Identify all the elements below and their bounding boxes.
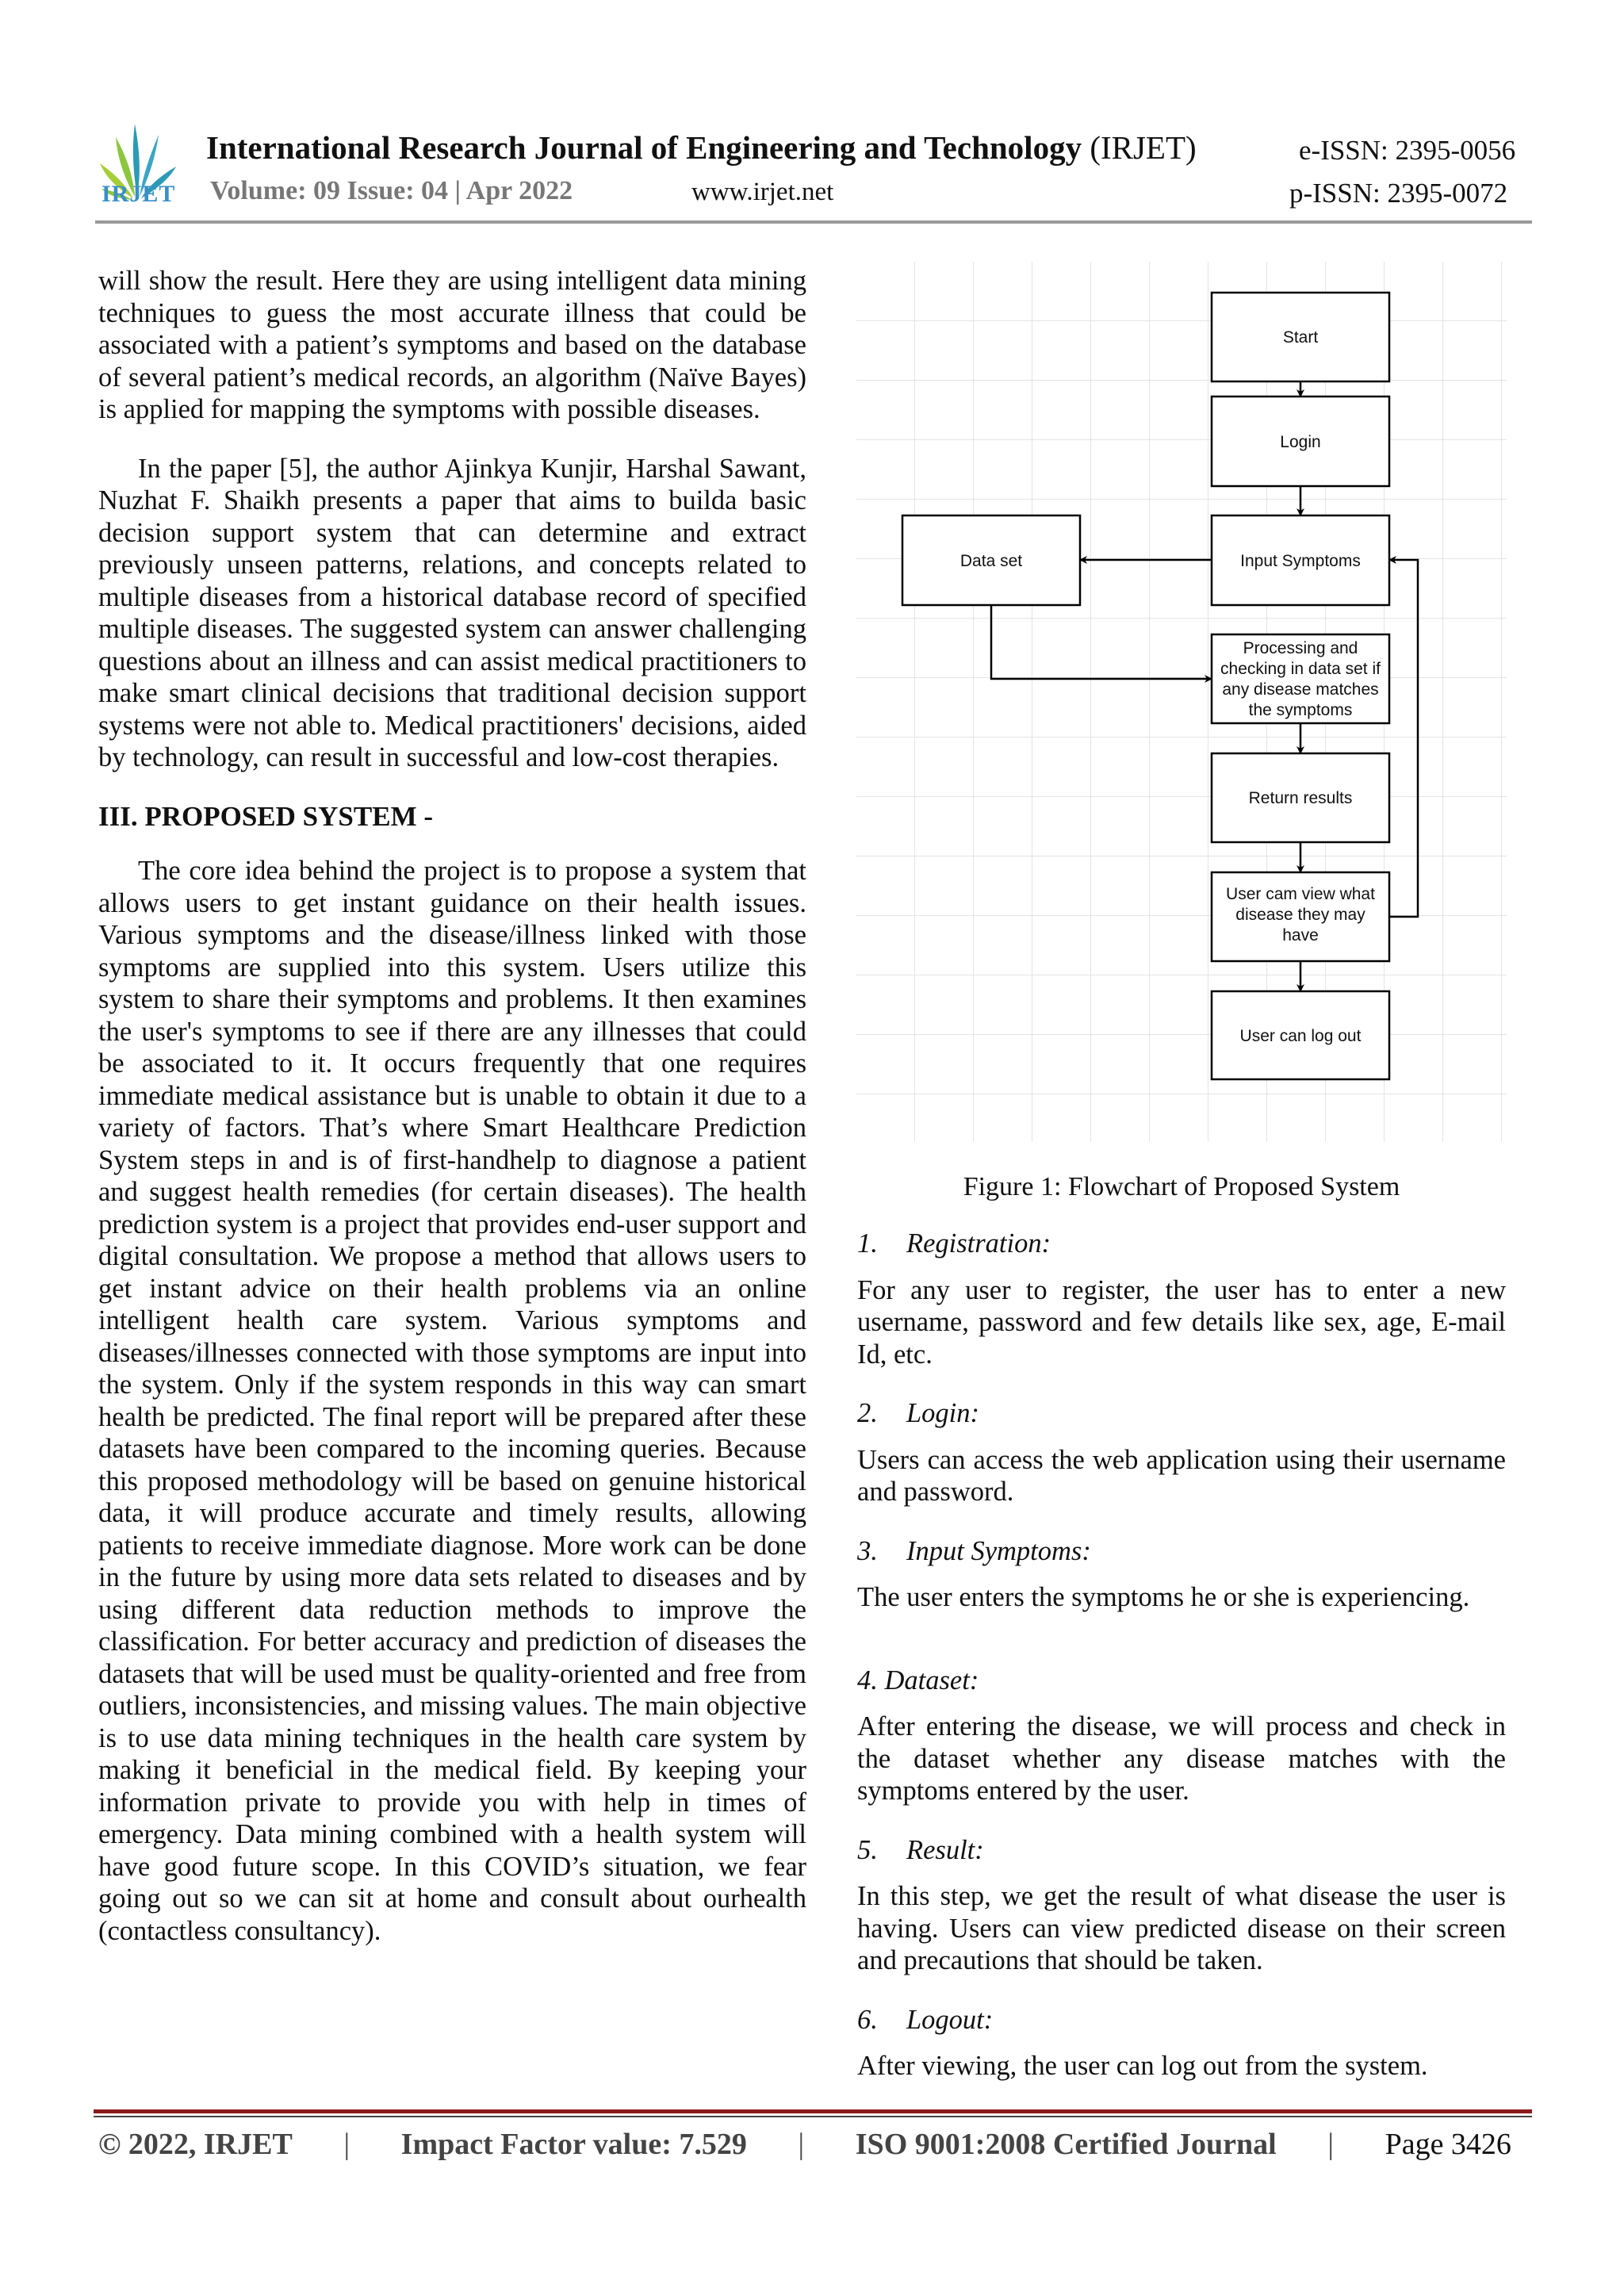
paragraph: The core idea behind the project is to propose a system that allows users to get instant guidance on their health issues. Various symptoms and the disease/illness linked with those symptoms are supplied into this system. Users utilize this system to share their symptoms and problems. It then examines the user's symptoms to see if there are any illnesses that could be associated to it. It occurs frequently that one requires immediate medical assistance but is unable to obtain it due to a variety of factors. That’s where Smart Healthcare Prediction System steps in and is of first-handhelp to diagnose a patient and suggest health remedies (for certain diseases). The health prediction system is a project that provides end-user support and digital consultation. We propose a method that allows users to get instant advice on their health problems via an online intelligent health care system. Various symptoms and diseases/illnesses connected with those symptoms are input into the system. Only if the system responds in this way can smart health be predicted. The final report will be prepared after these datasets have been compared to the incoming queries. Because this proposed methodology will be based on genuine historical data, it will produce accurate and timely results, allowing patients to receive immediate diagnose. More work can be done in the future by using more data sets related to diseases and by using different data reduction methods to improve the classification. For better accuracy and prediction of diseases the datasets that will be used must be quality-oriented and free from outliers, inconsistencies, and missing values. The main objective is to use data mining techniques in the health care system by making it beneficial in the medical field. By keeping your information private to provide you with help in times of emergency. Data mining combined with a health system will have good future scope. In this COVID’s situation, we fear going out so we can sit at home and consult about ourhealth (contactless consultancy). xyxy=(98,856,806,1946)
item-number: 5. xyxy=(857,1834,878,1865)
logo-text: IRJET xyxy=(102,181,176,207)
header-divider xyxy=(95,220,1532,224)
item-title: Result: xyxy=(906,1834,984,1865)
impact-factor: Impact Factor value: 7.529 xyxy=(400,2128,747,2161)
item-title: Registration: xyxy=(906,1228,1051,1259)
list-item-heading xyxy=(857,1665,1506,1697)
node-label: checking in data set if xyxy=(1220,660,1381,678)
list-item-text: After viewing, the user can log out from the system. xyxy=(857,2051,1428,2081)
item-number: 4. xyxy=(857,1665,878,1695)
journal-name: International Research Journal of Engineering and Technology xyxy=(206,129,1082,166)
node-label: the symptoms xyxy=(1248,701,1353,719)
node-label: User cam view what xyxy=(1226,885,1375,903)
item-number: 3. xyxy=(857,1535,878,1566)
pissn: p-ISSN: 2395-0072 xyxy=(1289,178,1508,209)
node-label: Start xyxy=(1282,328,1319,347)
list-item-text: Users can access the web application using their username and password. xyxy=(857,1444,1506,1507)
list-item-text: After entering the disease, we will process and check in the dataset whether any disease matches with the symptoms entered by the user. xyxy=(857,1711,1506,1806)
list-item-heading xyxy=(857,1397,1506,1430)
eissn: e-ISSN: 2395-0056 xyxy=(1299,135,1516,166)
node-label: Return results xyxy=(1248,789,1353,807)
item-number: 1. xyxy=(857,1228,878,1259)
item-number: 2. xyxy=(857,1398,878,1428)
list-item-text: For any user to register, the user has to enter a new username, password and few details like sex, age, E-mail Id, etc. xyxy=(857,1274,1506,1370)
list-item-heading xyxy=(857,1228,1506,1260)
item-title: Login: xyxy=(906,1398,980,1428)
item-title: Dataset: xyxy=(884,1665,979,1695)
node-label: Processing and xyxy=(1243,639,1358,657)
page-number: Page 3426 xyxy=(1385,2128,1511,2161)
list-item-text: In this step, we get the result of what disease the user is having. Users can view predicted disease on their screen and precautions that should be taken. xyxy=(857,1881,1506,1975)
node-label: Input Symptoms xyxy=(1240,552,1361,570)
footer-divider xyxy=(94,2109,1532,2113)
list-item-heading xyxy=(857,1535,1506,1568)
iso-certification: ISO 9001:2008 Certified Journal xyxy=(855,2128,1277,2161)
paragraph: In the paper [5], the author Ajinkya Kunjir, Harshal Sawant, Nuzhat F. Shaikh presents a paper that aims to builda basic decision support system that can determine and extract previously unseen patterns, relations, and concepts related to multiple diseases from a historical database record of specified multiple diseases. The suggested system can answer challenging questions about an illness and can assist medical practitioners to make smart clinical decisions that traditional decision support systems were not able to. Medical practitioners' decisions, aided by technology, can result in successful and low-cost therapies. xyxy=(98,453,806,772)
footer-separator: | xyxy=(1327,2128,1334,2161)
node-label: any disease matches xyxy=(1222,680,1379,699)
item-number: 6. xyxy=(857,2004,878,2035)
flowchart-figure xyxy=(856,262,1507,1142)
list-item-heading xyxy=(857,2004,1506,2036)
paragraph: will show the result. Here they are using intelligent data mining techniques to guess the most accurate illness that could be associated with a patient’s symptoms and based on the database of several patient’s medical records, an algorithm (Naïve Bayes) is applied for mapping the symptoms with possible diseases. xyxy=(98,266,806,424)
node-label: Login xyxy=(1280,433,1321,451)
page-footer xyxy=(98,2127,1511,2162)
figure-caption: Figure 1: Flowchart of Proposed System xyxy=(963,1172,1400,1201)
node-label: User can log out xyxy=(1239,1027,1362,1045)
list-item-heading xyxy=(857,1834,1506,1867)
volume-issue: Volume: 09 Issue: 04 | Apr 2022 xyxy=(210,176,573,205)
journal-title xyxy=(206,128,1197,167)
footer-separator: | xyxy=(798,2128,805,2161)
footer-separator: | xyxy=(343,2128,350,2161)
copyright: © 2022, IRJET xyxy=(98,2128,293,2161)
node-label: have xyxy=(1282,926,1319,944)
left-column xyxy=(98,265,806,1974)
node-label: disease they may xyxy=(1235,906,1365,924)
node-label: Data set xyxy=(959,552,1023,570)
footer-divider xyxy=(94,2116,1532,2117)
website-link[interactable]: www.irjet.net xyxy=(691,178,834,206)
journal-abbrev: (IRJET) xyxy=(1090,129,1197,166)
item-title: Input Symptoms: xyxy=(906,1535,1091,1566)
right-column xyxy=(857,1228,1506,2109)
item-title: Logout: xyxy=(906,2004,994,2035)
section-heading: III. PROPOSED SYSTEM - xyxy=(98,800,434,832)
list-item-text: The user enters the symptoms he or she is experiencing. xyxy=(857,1582,1470,1612)
